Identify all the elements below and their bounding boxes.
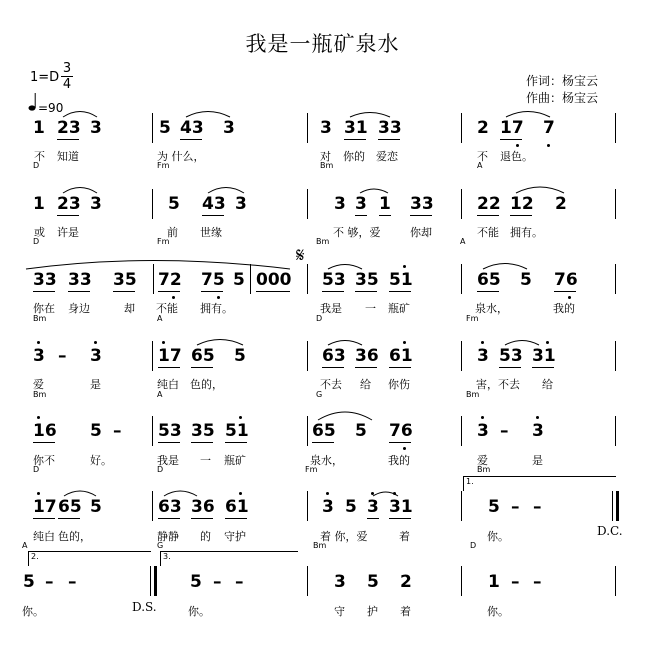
time-sig-numerator: 3: [62, 61, 72, 76]
note: 76: [389, 421, 413, 441]
note: 31: [389, 497, 413, 517]
chord: D: [470, 541, 477, 550]
chord: A: [157, 314, 163, 323]
chord: D: [157, 465, 164, 474]
note: 1: [488, 572, 500, 592]
note: 33: [68, 270, 92, 290]
note: 72: [158, 270, 182, 290]
lyric: 泉水，: [475, 302, 508, 315]
note: 65: [477, 270, 501, 290]
note: –: [235, 572, 244, 592]
chord: Fm: [157, 161, 170, 170]
chord: Fm: [157, 237, 170, 246]
chord: Bm: [477, 465, 491, 474]
lyric: 守: [334, 605, 345, 618]
note: 5: [168, 194, 180, 214]
note: 5: [234, 346, 246, 366]
note: 31: [532, 346, 556, 366]
lyric: 许是: [57, 226, 79, 239]
lyric: 害，不去: [476, 378, 520, 391]
lyric: 知道: [57, 150, 79, 163]
note: –: [213, 572, 222, 592]
lyric: 一: [200, 454, 211, 467]
note: 43: [180, 118, 204, 138]
note: 1: [33, 194, 45, 214]
lyric: 拥有。: [510, 226, 543, 239]
lyric: 着 你，爱: [320, 530, 368, 543]
note: 3: [90, 194, 102, 214]
note: 65: [312, 421, 336, 441]
lyric: 不: [34, 150, 45, 163]
note: 3: [355, 194, 367, 214]
lyric: 你在: [33, 302, 55, 315]
note: 1: [33, 118, 45, 138]
note: 5: [520, 270, 532, 290]
note: 33: [410, 194, 434, 214]
note: 5: [23, 572, 35, 592]
lyric: 你不: [33, 454, 55, 467]
lyric: 世缘: [200, 226, 222, 239]
lyric: 前: [167, 226, 178, 239]
lyric: 纯白: [157, 378, 179, 391]
lyric: 你。: [22, 605, 44, 618]
note: 000: [256, 270, 292, 290]
note: 2: [400, 572, 412, 592]
note: 33: [378, 118, 402, 138]
note: 61: [225, 497, 249, 517]
lyric: 的: [200, 530, 211, 543]
note: 1: [379, 194, 391, 214]
note: 3: [532, 421, 544, 441]
lyric: 你。: [487, 530, 509, 543]
ds-marking: D.S.: [132, 600, 157, 614]
lyric: 你却: [410, 226, 432, 239]
note: 63: [158, 497, 182, 517]
note: 17: [500, 118, 524, 138]
note: 53: [322, 270, 346, 290]
chord: D: [33, 237, 40, 246]
note: 5: [159, 118, 171, 138]
note: 36: [355, 346, 379, 366]
note: 17: [33, 497, 57, 517]
note: –: [511, 497, 520, 517]
note: 3: [33, 346, 45, 366]
lyric: 或: [34, 226, 45, 239]
note: 5: [233, 270, 245, 290]
note: 35: [113, 270, 137, 290]
lyric: 为 什么，: [157, 150, 205, 163]
tempo-marking: =90: [38, 101, 64, 115]
note: 5: [367, 572, 379, 592]
note: –: [113, 421, 122, 441]
lyric: 静静: [157, 530, 179, 543]
composer-credit: 作曲：杨宝云: [526, 91, 599, 105]
note: 35: [355, 270, 379, 290]
lyric: 不能: [477, 226, 499, 239]
lyric: 色的，: [190, 378, 223, 391]
lyric: 不去: [320, 378, 342, 391]
lyricist-credit: 作词：杨宝云: [526, 74, 599, 88]
note: 7: [543, 118, 555, 138]
note: 3: [320, 118, 332, 138]
note: 43: [202, 194, 226, 214]
lyric: 你。: [487, 605, 509, 618]
chord: G: [316, 390, 323, 399]
note: –: [500, 421, 509, 441]
lyric: 守护: [224, 530, 246, 543]
lyric: 你。: [188, 605, 210, 618]
chord: Bm: [466, 390, 480, 399]
chord: A: [22, 541, 28, 550]
volta-label: 3.: [163, 552, 171, 561]
note: 3: [90, 346, 102, 366]
lyric: 给: [542, 378, 553, 391]
lyric: 我是: [157, 454, 179, 467]
note: –: [45, 572, 54, 592]
note: 5: [90, 421, 102, 441]
note: 2: [555, 194, 567, 214]
note: 5: [190, 572, 202, 592]
chord: Bm: [316, 237, 330, 246]
note: –: [533, 572, 542, 592]
lyric: 你的: [343, 150, 365, 163]
note: 61: [389, 346, 413, 366]
chord: Bm: [33, 390, 47, 399]
note: 23: [57, 118, 81, 138]
dc-marking: D.C.: [597, 524, 623, 538]
note: 51: [389, 270, 413, 290]
lyric: 护: [367, 605, 378, 618]
lyric: 你伤: [388, 378, 410, 391]
note: 33: [33, 270, 57, 290]
lyric: 纯白: [33, 530, 55, 543]
lyric: 是: [532, 454, 543, 467]
note: 3: [235, 194, 247, 214]
chord: Fm: [466, 314, 479, 323]
lyric: 我是: [320, 302, 342, 315]
chord: D: [33, 161, 40, 170]
lyric: 我的: [553, 302, 575, 315]
note: 16: [33, 421, 57, 441]
note: –: [533, 497, 542, 517]
lyric: 却: [124, 302, 135, 315]
lyric: 爱: [33, 378, 44, 391]
note: –: [68, 572, 77, 592]
chord: A: [460, 237, 466, 246]
note: 3: [90, 118, 102, 138]
note: 2: [477, 118, 489, 138]
lyric: 不: [477, 150, 488, 163]
chord: Bm: [33, 314, 47, 323]
note: 53: [158, 421, 182, 441]
lyric: 泉水，: [310, 454, 343, 467]
note: 12: [510, 194, 534, 214]
note: 5: [355, 421, 367, 441]
note: 65: [58, 497, 82, 517]
segno-icon: 𝄋: [296, 243, 305, 267]
lyric: 瓶矿: [224, 454, 246, 467]
note: 36: [191, 497, 215, 517]
lyric: 是: [90, 378, 101, 391]
note: –: [511, 572, 520, 592]
note: 22: [477, 194, 501, 214]
note: 75: [201, 270, 225, 290]
lyric: 拥有。: [200, 302, 233, 315]
note: 17: [158, 346, 182, 366]
lyric: 好。: [90, 454, 112, 467]
chord: Bm: [313, 541, 327, 550]
chord: A: [157, 390, 163, 399]
lyric: 色的，: [58, 530, 91, 543]
note: 3: [223, 118, 235, 138]
note: 3: [477, 421, 489, 441]
lyric: 退色。: [500, 150, 533, 163]
note: 3: [334, 194, 346, 214]
note: 5: [345, 497, 357, 517]
volta-label: 2.: [31, 552, 39, 561]
chord: Bm: [320, 161, 334, 170]
time-sig-denominator: 4: [62, 77, 72, 92]
note: 63: [322, 346, 346, 366]
chord: G: [157, 541, 164, 550]
lyric: 不 够，爱: [333, 226, 381, 239]
lyric: 着: [399, 530, 410, 543]
lyric: 我的: [388, 454, 410, 467]
lyric: 对: [320, 150, 331, 163]
lyric: 不能: [156, 302, 178, 315]
note: 53: [499, 346, 523, 366]
note: 76: [554, 270, 578, 290]
chord: A: [477, 161, 483, 170]
note: 35: [191, 421, 215, 441]
key-signature: 1=D: [30, 70, 60, 85]
volta-label: 1.: [466, 477, 474, 486]
lyric: 给: [360, 378, 371, 391]
lyric: 瓶矿: [388, 302, 410, 315]
chord: D: [316, 314, 323, 323]
note: 5: [488, 497, 500, 517]
note: 51: [225, 421, 249, 441]
lyric: 一: [365, 302, 376, 315]
note: 3: [322, 497, 334, 517]
note: 23: [57, 194, 81, 214]
lyric: 爱恋: [376, 150, 398, 163]
note: 65: [191, 346, 215, 366]
note: 5: [90, 497, 102, 517]
note: –: [58, 346, 67, 366]
chord: Fm: [305, 465, 318, 474]
note: 31: [344, 118, 368, 138]
lyric: 身边: [68, 302, 90, 315]
note: 3: [334, 572, 346, 592]
lyric: 爱: [477, 454, 488, 467]
note: 3: [477, 346, 489, 366]
lyric: 着: [400, 605, 411, 618]
chord: D: [33, 465, 40, 474]
song-title: 我是一瓶矿泉水: [245, 32, 400, 56]
note: 3: [367, 497, 379, 517]
